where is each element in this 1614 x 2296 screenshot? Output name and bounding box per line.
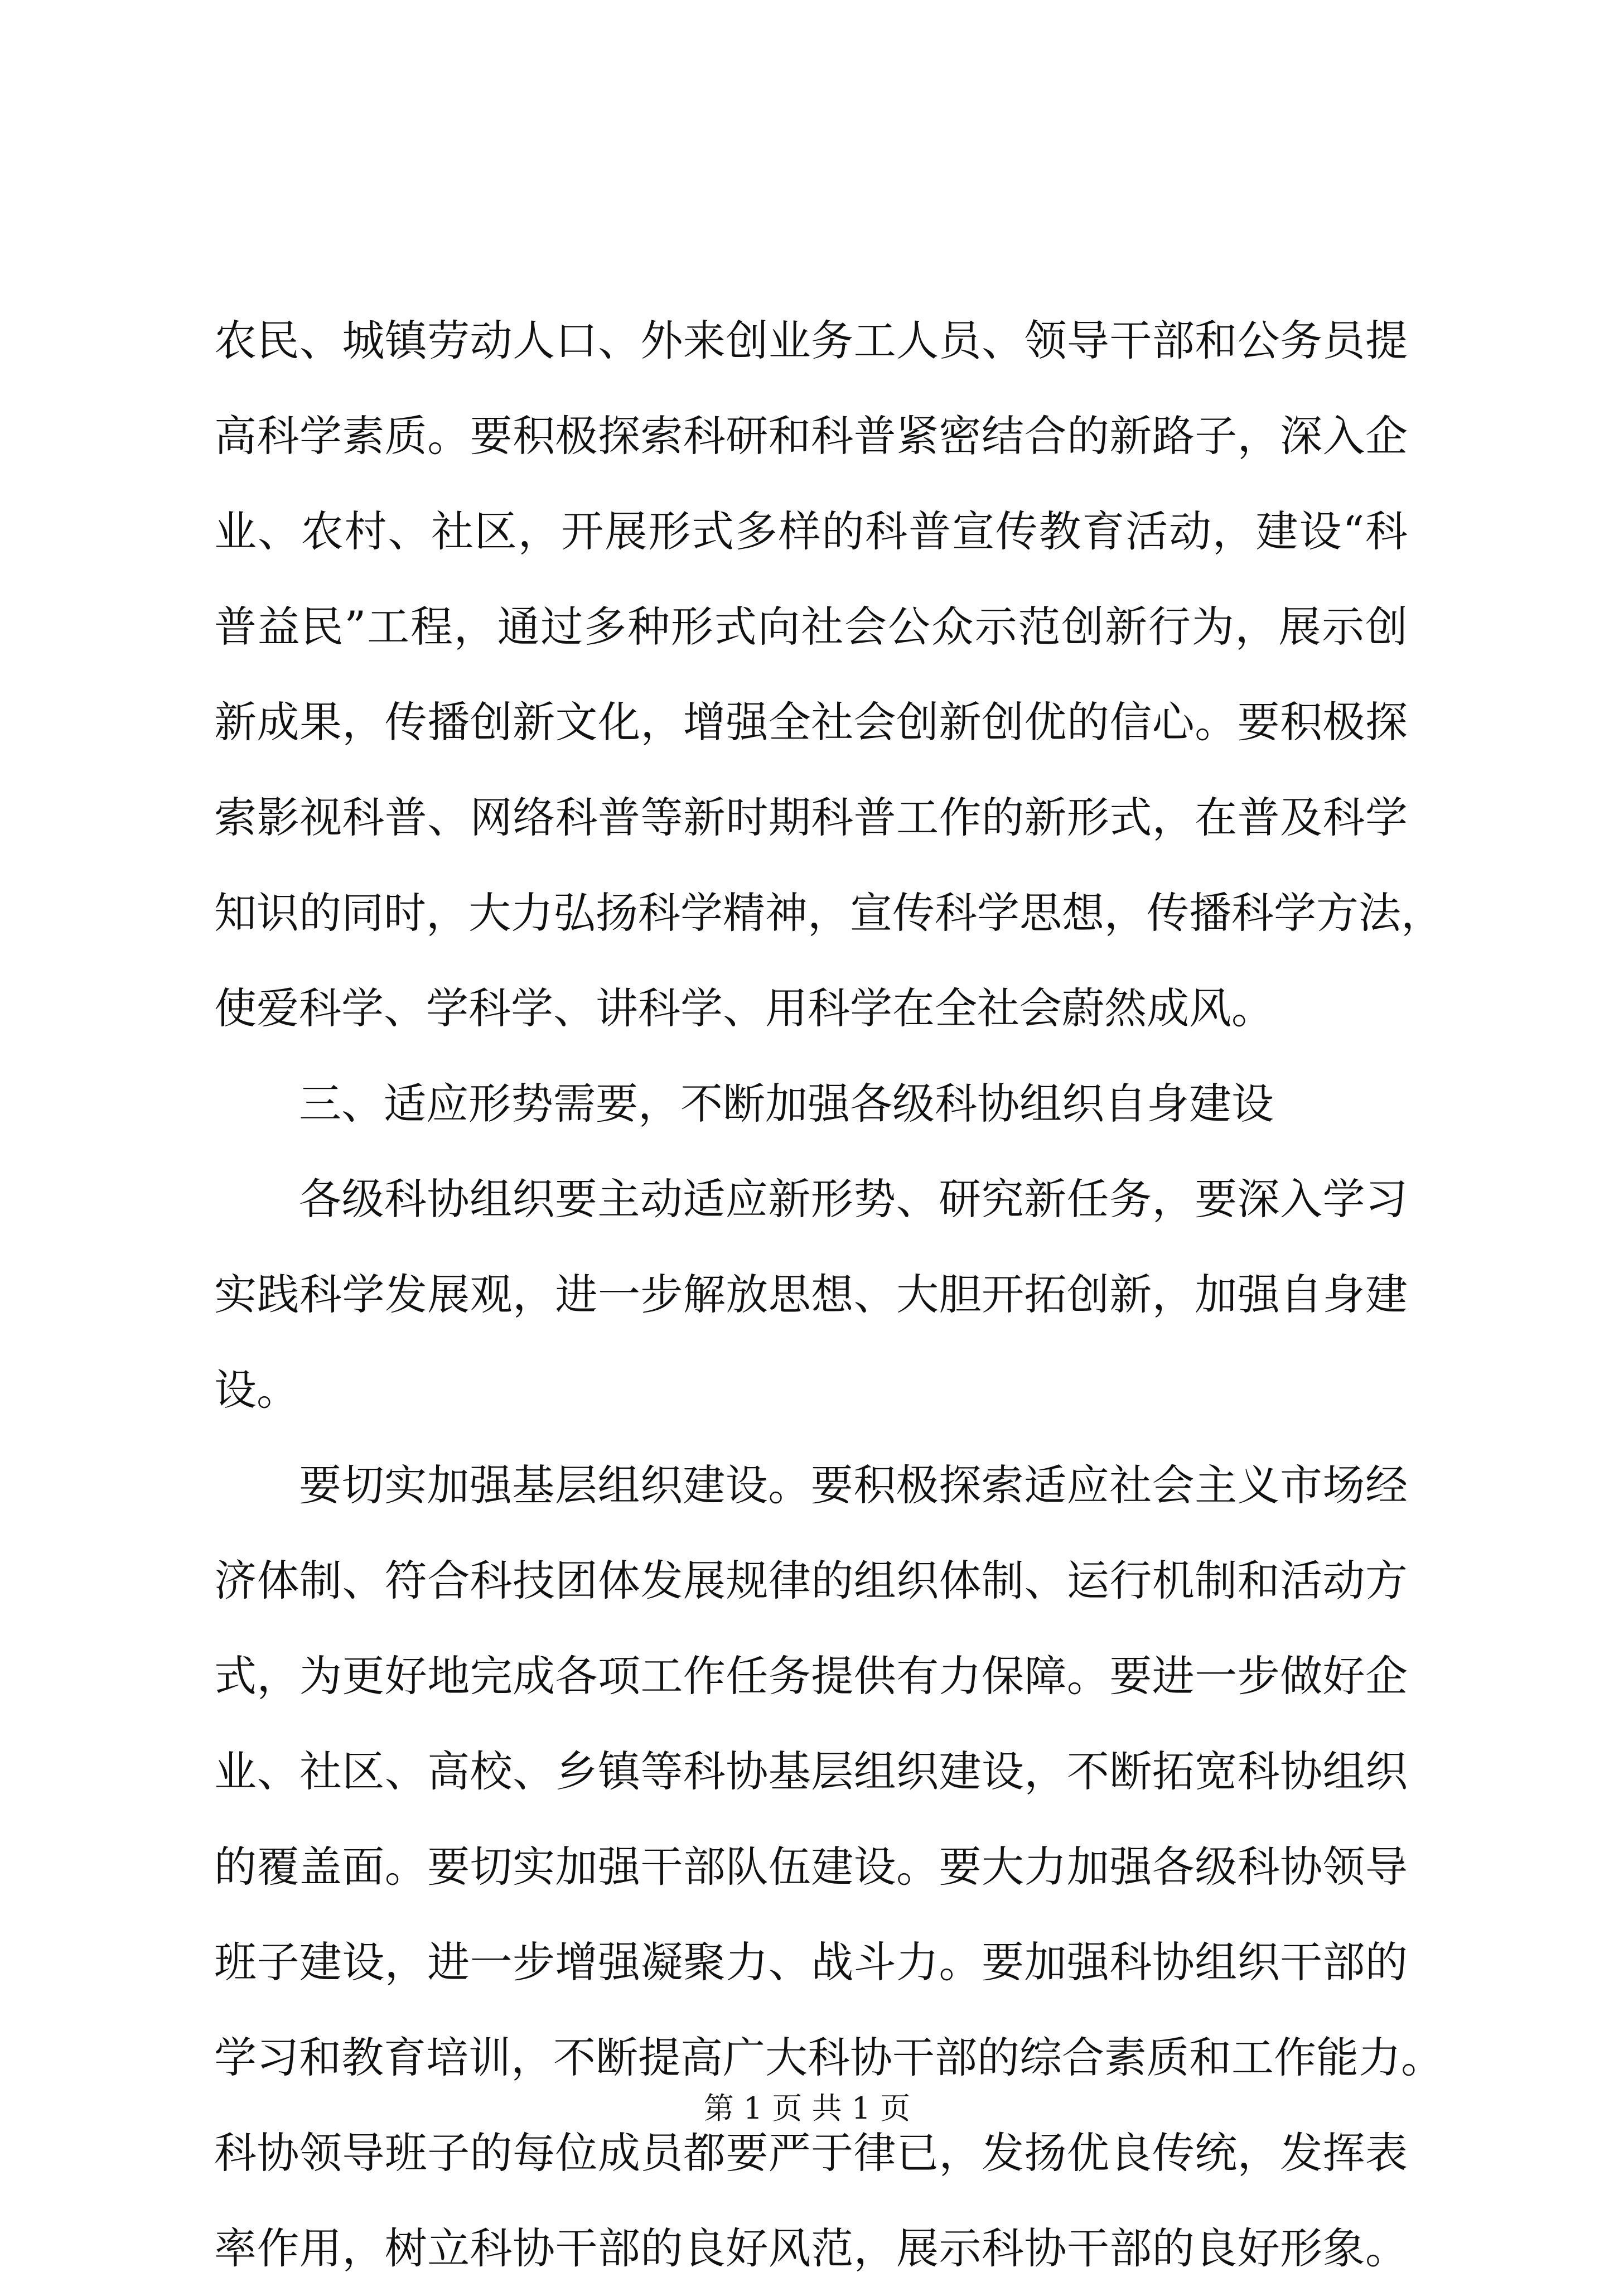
page-number-footer: 第 1 页 共 1 页: [703, 2091, 911, 2126]
text-line: 普益民”工程，通过多种形式向社会公众示范创新行为，展示创: [214, 602, 1408, 652]
text-line: 使爱科学、学科学、讲科学、用科学在全社会蔚然成风。: [214, 983, 1274, 1033]
paragraph-first-line: 要切实加强基层组织建设。要积极探索适应社会主义市场经: [299, 1460, 1408, 1510]
text-line: 高科学素质。要积极探索科研和科普紧密结合的新路子，深入企: [214, 411, 1408, 461]
text-line: 索影视科普、网络科普等新时期科普工作的新形式，在普及科学: [214, 793, 1408, 842]
text-line: 农民、城镇劳动人口、外来创业务工人员、领导干部和公务员提: [214, 316, 1408, 365]
text-line: 新成果，传播创新文化，增强全社会创新创优的信心。要积极探: [214, 697, 1408, 747]
text-line: 业、社区、高校、乡镇等科协基层组织建设，不断拓宽科协组织: [214, 1747, 1408, 1796]
text-line: 式，为更好地完成各项工作任务提供有力保障。要进一步做好企: [214, 1651, 1408, 1701]
paragraph-first-line: 三、适应形势需要，不断加强各级科协组织自身建设: [299, 1079, 1274, 1128]
text-line: 科协领导班子的每位成员都要严于律已，发扬优良传统，发挥表: [214, 2128, 1408, 2178]
text-line: 的覆盖面。要切实加强干部队伍建设。要大力加强各级科协领导: [214, 1842, 1408, 1892]
paragraph-first-line: 各级科协组织要主动适应新形势、研究新任务，要深入学习: [299, 1174, 1408, 1224]
text-line: 率作用，树立科协干部的良好风范，展示科协干部的良好形象。: [214, 2223, 1408, 2273]
text-line: 业、农村、社区，开展形式多样的科普宣传教育活动，建设“科: [214, 507, 1408, 556]
text-line: 济体制、符合科技团体发展规律的组织体制、运行机制和活动方: [214, 1556, 1408, 1605]
text-line: 实践科学发展观，进一步解放思想、大胆开拓创新，加强自身建: [214, 1270, 1408, 1319]
text-line: 学习和教育培训，不断提高广大科协干部的综合素质和工作能力。: [214, 2033, 1443, 2082]
text-line: 班子建设，进一步增强凝聚力、战斗力。要加强科协组织干部的: [214, 1937, 1408, 1987]
text-line: 知识的同时，大力弘扬科学精神，宣传科学思想，传播科学方法，: [214, 888, 1443, 938]
text-line: 设。: [214, 1365, 299, 1415]
document-body: [214, 293, 1443, 2296]
